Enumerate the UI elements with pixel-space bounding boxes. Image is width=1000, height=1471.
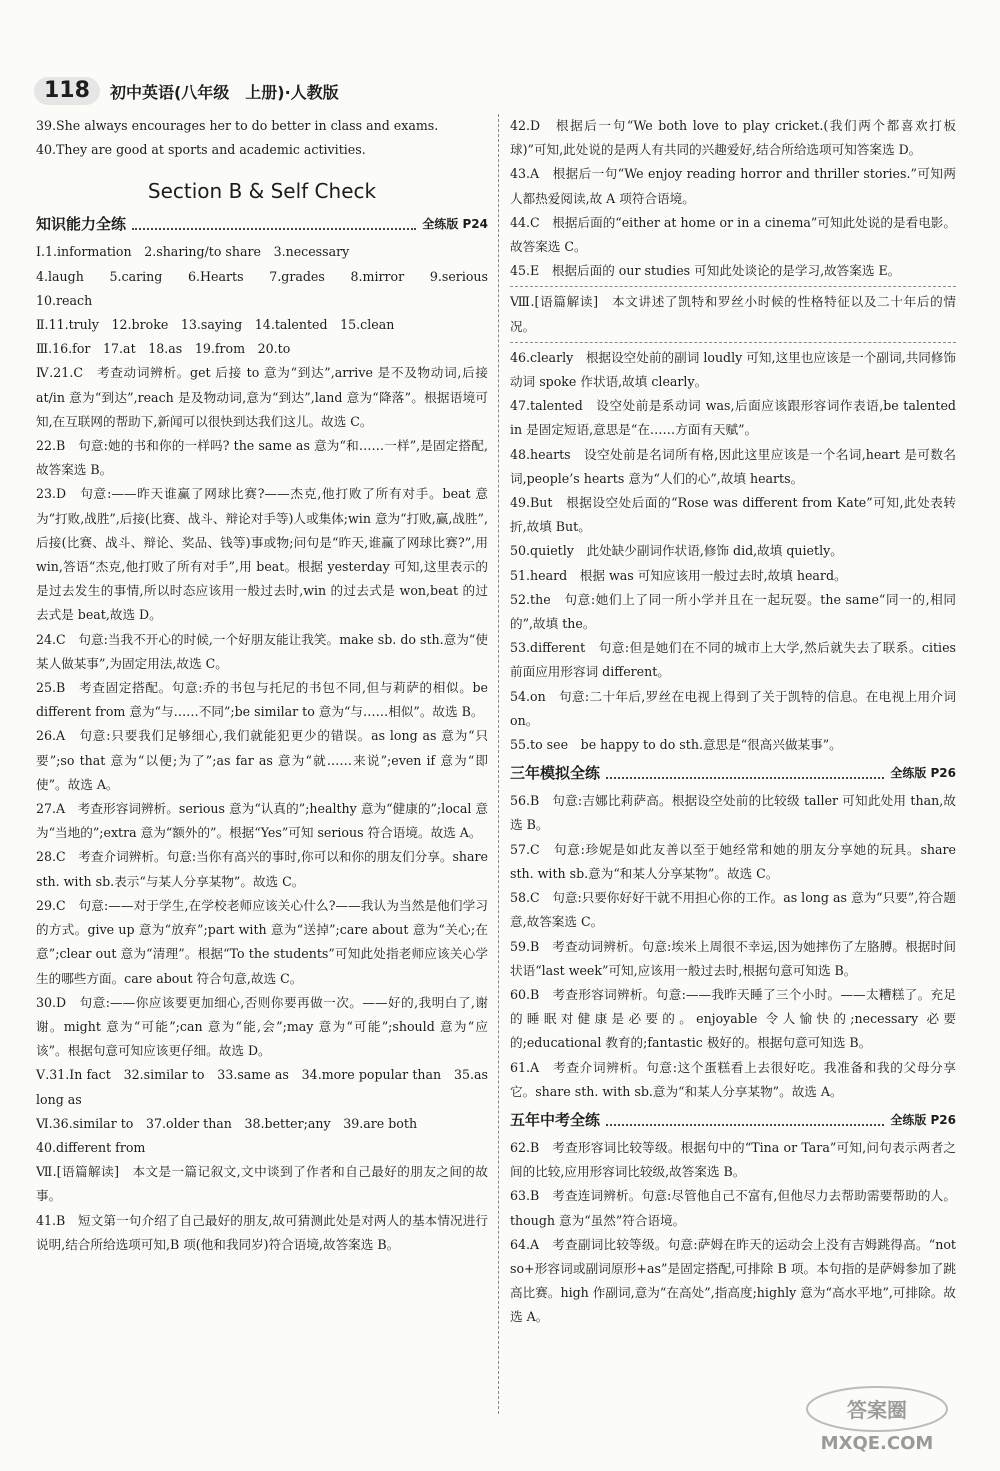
answer-item: 54.on 句意:二十年后,罗丝在电视上得到了关于凯特的信息。在电视上用介词 on。 [510, 688, 956, 728]
answer-item: 26.A 句意:只要我们足够细心,我们就能犯更少的错误。as long as 意为“只要”;so that 意为“以便;为了”;as far as 意为“就……来说”;even if 意为“即使”。故选 A。 [36, 728, 488, 792]
answer-item: 51.heard 根据 was 可知应该用一般过去时,故填 heard。 [510, 567, 847, 583]
answer-item: 40.They are good at sports and academic activities. [36, 142, 366, 158]
practice-block-heading [510, 761, 956, 785]
answer-item: 4.laugh 5.caring 6.Hearts 7.grades 8.mirror 9.serious 10.reach [36, 268, 501, 308]
right-column [510, 114, 956, 1330]
block-page-ref: 全练版 P26 [890, 1112, 956, 1127]
answer-item: 52.the 句意:她们上了同一所小学并且在一起玩耍。the same“同一的,相同的”,故填 the。 [510, 591, 956, 632]
dashed-rule [510, 286, 956, 287]
answer-item: 47.talented 设空处前是系动词 was,后面应该跟形容词作表语,be talented in 是固定短语,意思是“在……方面有天赋”。 [510, 398, 956, 438]
answer-item: 24.C 句意:当我不开心的时候,一个好朋友能让我笑。make sb. do sth.意为“使某人做某事”,为固定用法,故选 C。 [36, 631, 488, 671]
block-page-ref: 全练版 P24 [422, 217, 488, 232]
section-title: Section B & Self Check [147, 179, 377, 204]
answer-item: Ⅷ.[语篇解读] 本文讲述了凯特和罗丝小时候的性格特征以及二十年后的情况。 [510, 294, 956, 334]
left-column [36, 114, 501, 1257]
answer-item: Ⅲ.16.for 17.at 18.as 19.from 20.to [36, 341, 291, 357]
answer-item: 56.B 句意:吉娜比莉萨高。根据设空处前的比较级 taller 可知此处用 than,故选 B。 [510, 793, 956, 833]
block-name: 知识能力全练 [36, 215, 127, 234]
answer-item: 60.B 考查形容词辨析。句意:——我昨天睡了三个小时。——太糟糕了。充足的睡眠对健康是必要的。enjoyable 令人愉快的;necessary 必要的;educational 教育的;fantastic 极好的。根据句意可知选 B。 [510, 986, 956, 1051]
answer-item: Ⅱ.11.truly 12.broke 13.saying 14.talented 15.clean [36, 317, 395, 333]
block-page-ref: 全练版 P26 [890, 766, 956, 781]
answer-item: 48.hearts 设空处前是名词所有格,因此这里应该是一个名词,heart 是可数名词,people’s hearts 意为“人们的心”,故填 hearts。 [510, 446, 956, 486]
answer-item: Ⅵ.36.similar to 37.older than 38.better;any 39.are both [36, 1115, 418, 1131]
answer-item: 22.B 句意:她的书和你的一样吗? the same as 意为“和……一样”,是固定搭配,故答案选 B。 [36, 438, 488, 478]
answer-item: 28.C 考查介词辨析。句意:当你有高兴的事时,你可以和你的朋友们分享。share sth. with sb.表示“与某人分享某物”。故选 C。 [36, 849, 488, 889]
answer-item: 49.But 根据设空处后面的“Rose was different from Kate”可知,此处表转折,故填 But。 [510, 495, 956, 535]
answer-item: 29.C 句意:——对于学生,在学校老师应该关心什么?——我认为当然是他们学习的方式。give up 意为“放弃”;part with 意为“送掉”;care about 意为“关心;在意”;clear out 意为“清理”。根据“To the students”可知此处指老师应该关心学生的哪些方面。care about 符合句意,故选 C。 [36, 897, 488, 986]
answer-item: Ⅶ.[语篇解读] 本文是一篇记叙文,文中谈到了作者和自己最好的朋友之间的故事。 [36, 1164, 488, 1204]
dotted-leader [606, 777, 884, 779]
answer-item: 64.A 考查副词比较等级。句意:萨姆在昨天的运动会上没有吉姆跳得高。“not so+形容词或副词原形+as”是固定搭配,可排除 B 项。本句指的是萨姆参加了跳高比赛。high 作副词,意为“在高处”,指高度;highly 意为“高水平地”,可排除。故选 A。 [510, 1236, 956, 1325]
block-name: 三年模拟全练 [510, 764, 601, 783]
watermark-icon [782, 1383, 972, 1457]
column-divider [498, 114, 499, 1414]
page-number: 118 [34, 77, 100, 105]
dotted-leader [606, 1124, 884, 1126]
answer-item: 46.clearly 根据设空处前的副词 loudly 可知,这里也应该是一个副词,共同修饰动词 spoke 作状语,故填 clearly。 [510, 349, 956, 390]
answer-item: 39.She always encourages her to do better in class and exams. [36, 118, 439, 133]
answer-item: 25.B 考查固定搭配。句意:乔的书包与托尼的书包不同,但与莉萨的相似。be different from 意为“与……不同”;be similar to 意为“与……相似”。故选 B。 [36, 680, 488, 720]
watermark-line2: MXQE.COM [820, 1433, 934, 1454]
answer-item: 61.A 考查介词辨析。句意:这个蛋糕看上去很好吃。我准备和我的父母分享它。share sth. with sb.意为“和某人分享某物”。故选 A。 [510, 1059, 956, 1099]
answer-item: 43.A 根据后一句“We enjoy reading horror and thriller stories.”可知两人都热爱阅读,故 A 项符合语境。 [510, 166, 956, 206]
page-header [34, 76, 494, 106]
practice-block-heading [510, 1108, 956, 1132]
answer-item: 45.E 根据后面的 our studies 可知此处谈论的是学习,故答案选 E。 [510, 263, 901, 279]
answer-item: 42.D 根据后一句“We both love to play cricket.(我们两个都喜欢打板球)”可知,此处说的是两人有共同的兴趣爱好,结合所给选项可知答案选 D。 [510, 118, 956, 158]
watermark-logo [782, 1383, 972, 1457]
answer-item: Ⅳ.21.C 考查动词辨析。get 后接 to 意为“到达”,arrive 是不及物动词,后接 at/in 意为“到达”,reach 是及物动词,意为“到达”,land 意为“降落”。根据语境可知,在互联网的帮助下,新闻可以很快到达我们这儿。故选 C。 [36, 365, 488, 429]
block-name: 五年中考全练 [510, 1110, 601, 1129]
practice-block-heading [36, 212, 488, 236]
answer-item: 63.B 考查连词辨析。句意:尽管他自己不富有,但他尽力去帮助需要帮助的人。though 意为“虽然”符合语境。 [510, 1188, 956, 1228]
answer-item: Ⅰ.1.information 2.sharing/to share 3.necessary [36, 244, 350, 260]
answer-item: 53.different 句意:但是她们在不同的城市上大学,然后就失去了联系。cities 前面应用形容词 different。 [510, 640, 956, 680]
book-title: 初中英语(八年级 上册)·人教版 [109, 82, 339, 102]
answer-item: 55.to see be happy to do sth.意思是“很高兴做某事”。 [510, 737, 842, 753]
answer-item: 41.B 短文第一句介绍了自己最好的朋友,故可猜测此处是对两人的基本情况进行说明,结合所给选项可知,B 项(他和我同岁)符合语境,故答案选 B。 [36, 1212, 488, 1252]
watermark-line1: 答案圈 [847, 1398, 907, 1422]
answer-item: 58.C 句意:只要你好好干就不用担心你的工作。as long as 意为“只要”,符合题意,故答案选 C。 [510, 890, 956, 930]
dotted-leader [132, 228, 416, 230]
answer-item: 62.B 考查形容词比较等级。根据句中的“Tina or Tara”可知,问句表示两者之间的比较,应用形容词比较级,故答案选 B。 [510, 1139, 956, 1180]
answer-item: 57.C 句意:珍妮是如此友善以至于她经常和她的朋友分享她的玩具。share sth. with sb.意为“和某人分享某物”。故选 C。 [510, 841, 956, 881]
answer-item: Ⅴ.31.In fact 32.similar to 33.same as 34.more popular than 35.as long as [36, 1067, 488, 1107]
dashed-rule [510, 342, 956, 343]
answer-item: 50.quietly 此处缺少副词作状语,修饰 did,故填 quietly。 [510, 543, 843, 559]
answer-item: 40.different from [36, 1139, 146, 1155]
answer-item: 44.C 根据后面的“either at home or in a cinema”可知此处说的是看电影。故答案选 C。 [510, 214, 956, 255]
answer-item: 23.D 句意:——昨天谁赢了网球比赛?——杰克,他打败了所有对手。beat 意为“打败,战胜”,后接(比赛、战斗、辩论对手等)人或集体;win 意为“打败,赢,战胜”,后接(比赛、战斗、辩论、奖品、钱等)事或物;问句是“昨天,谁赢了网球比赛?”,用 win,答语“杰克,他打败了所有对手”,用 beat。根据 yesterday 可知,这里表示的是过去发生的事情,所以时态应该用一般过去时,win 的过去式是 won,beat 的过去式是 beat,故选 D。 [36, 486, 488, 623]
answer-item: 27.A 考查形容词辨析。serious 意为“认真的”;healthy 意为“健康的”;local 意为“当地的”;extra 意为“额外的”。根据“Yes”可知 serious 符合语境。故选 A。 [36, 801, 488, 841]
answer-item: 30.D 句意:——你应该要更加细心,否则你要再做一次。——好的,我明白了,谢谢。might 意为“可能”;can 意为“能,会”;may 意为“可能”;should 意为“应该”。根据句意可知应该更仔细。故选 D。 [36, 994, 488, 1059]
answer-item: 59.B 考查动词辨析。句意:埃米上周很不幸运,因为她摔伤了左胳膊。根据时间状语“last week”可知,应该用一般过去时,根据句意可知选 B。 [510, 938, 956, 978]
